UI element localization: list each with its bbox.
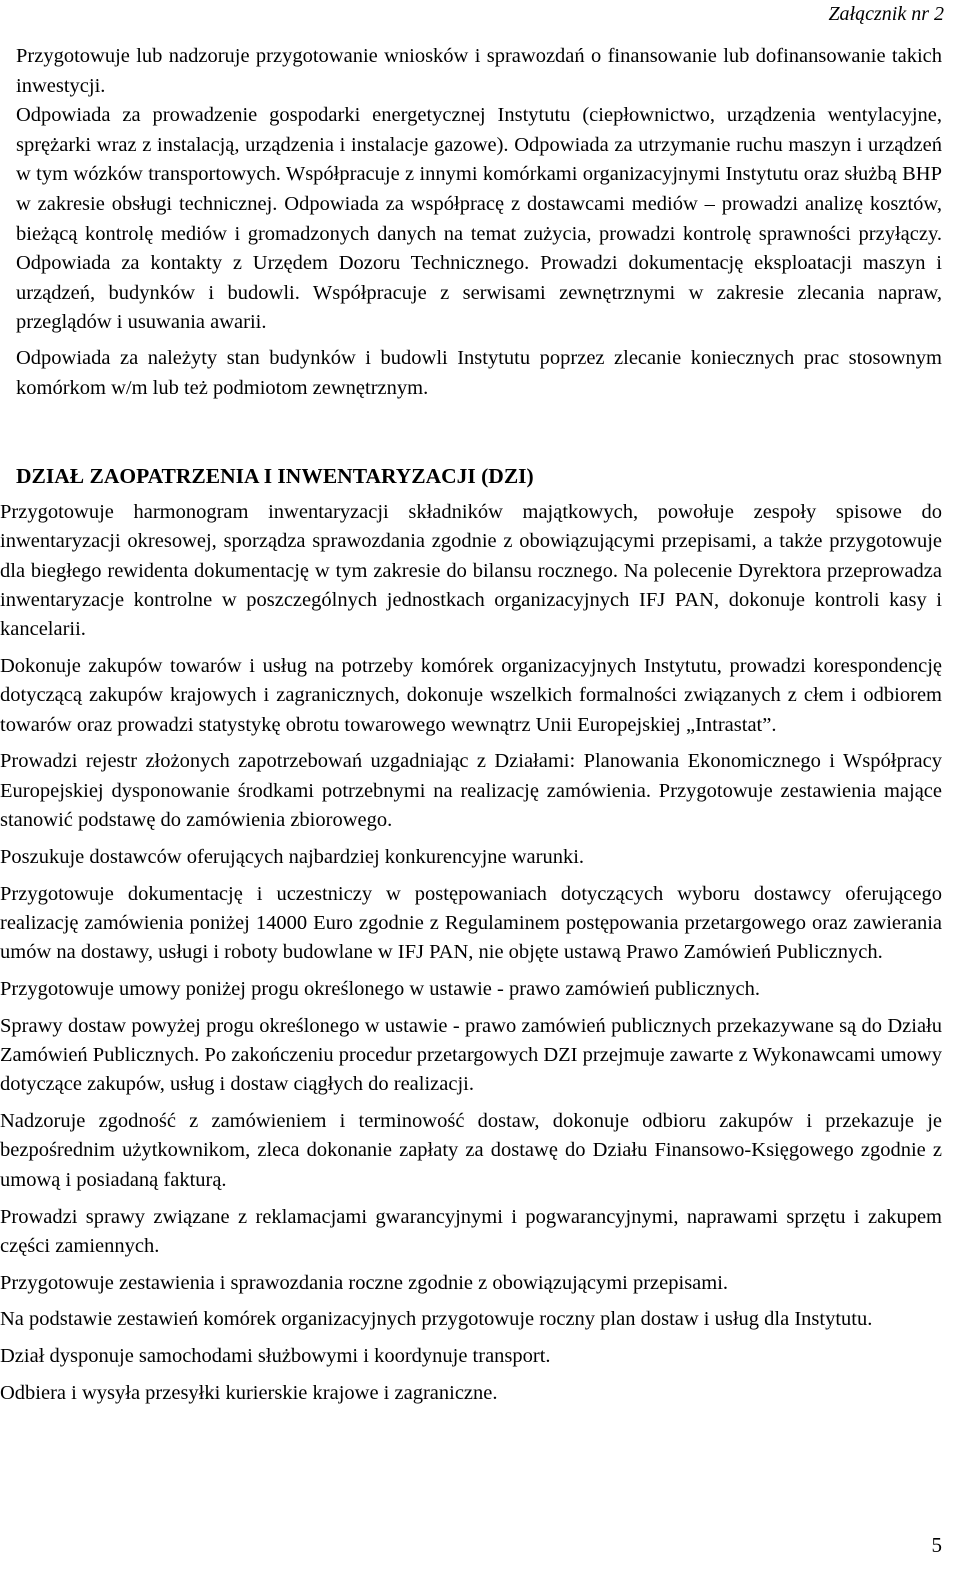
section-paragraph-12: Dział dysponuje samochodami służbowymi i koordynuje transport.: [0, 1345, 551, 1368]
section-paragraph-10: Przygotowuje zestawienia i sprawozdania roczne zgodnie z obowiązującymi przepisami.: [0, 1271, 729, 1294]
section-paragraph-4: Poszukuje dostawców oferujących najbardziej konkurencyjne warunki.: [0, 845, 585, 868]
attachment-label: Załącznik nr 2: [828, 3, 944, 25]
section-paragraph-8: Nadzoruje zgodność z zamówieniem i terminowość dostaw, dokonuje odbioru zakupów i przekazuje je bezpośrednim użytkownikom, zleca dokonanie zapłaty za dostawę do Działu Finansowo-Księgowego zgodnie z umową i posiadaną fakturą.: [0, 1110, 942, 1191]
section-paragraph-5: Przygotowuje dokumentację i uczestniczy w postępowaniach dotyczących wyboru dostawcy oferującego realizację zamówienia poniżej 14000 Euro zgodnie z Regulaminem postępowania przetargowego oraz zawierania umów na dostawy, usługi i roboty budowlane w IFJ PAN, nie objęte ustawą Prawo Zamówień Publicznych.: [0, 882, 942, 964]
page-number: 5: [931, 1533, 942, 1557]
intro-block: [16, 42, 942, 403]
intro-paragraph-1: Przygotowuje lub nadzoruje przygotowanie wniosków i sprawozdań o finansowanie lub dofinansowanie takich inwestycji.: [16, 45, 942, 97]
section-paragraph-7: Sprawy dostaw powyżej progu określonego w ustawie - prawo zamówień publicznych przekazywane są do Działu Zamówień Publicznych. Po zakończeniu procedur przetargowych DZI przejmuje zawarte z Wykonawcami umowy dotyczące zakupów, usług i dostaw ciągłych do realizacji.: [0, 1014, 942, 1096]
section-paragraph-3: Prowadzi rejestr złożonych zapotrzebowań uzgadniając z Działami: Planowania Ekonomicznego i Współpracy Europejskiej dysponowanie środkami potrzebnymi na realizację zamówienia. Przygotowuje zestawienia mające stanowić podstawę do zamówienia zbiorowego.: [0, 750, 942, 831]
intro-paragraph-3: Odpowiada za należyty stan budynków i budowli Instytutu poprzez zlecanie koniecznych prac stosownym komórkom w/m lub też podmiotom zewnętrznym.: [16, 346, 942, 399]
section-paragraph-9: Prowadzi sprawy związane z reklamacjami gwarancyjnymi i pogwarancyjnymi, naprawami sprzętu i zakupem części zamiennych.: [0, 1205, 942, 1257]
section-title: DZIAŁ ZAOPATRZENIA I INWENTARYZACJI (DZI): [16, 464, 534, 488]
section-paragraph-6: Przygotowuje umowy poniżej progu określonego w ustawie - prawo zamówień publicznych.: [0, 977, 761, 1000]
section-paragraph-1: Przygotowuje harmonogram inwentaryzacji składników majątkowych, powołuje zespoły spisowe do inwentaryzacji okresowej, sporządza sprawozdania zgodnie z obowiązującymi przepisami, a także przygotowuje dla biegłego rewidenta dokumentację w tym zakresie do bilansu rocznego. Na polecenie Dyrektora przeprowadza inwentaryzacje kontrolne w poszczególnych jednostkach organizacyjnych IFJ PAN, dokonuje kontroli kasy i kancelarii.: [0, 501, 942, 641]
intro-paragraph-2: Odpowiada za prowadzenie gospodarki energetycznej Instytutu (ciepłownictwo, urządzenia wentylacyjne, sprężarki wraz z instalacją, urządzenia i instalacje gazowe). Odpowiada za utrzymanie ruchu maszyn i urządzeń w tym wózków transportowych. Współpracuje z innymi komórkami organizacyjnymi Instytutu oraz służbą BHP w zakresie obsługi technicznej. Odpowiada za współpracę z dostawcami mediów – prowadzi analizę kosztów, bieżącą kontrolę mediów i gromadzonych danych na temat zużycia, prowadzi kontrolę sprawności przyłączy. Odpowiada za kontakty z Urzędem Dozoru Technicznego. Prowadzi dokumentację eksploatacji maszyn i urządzeń, budynków i budowli. Współpracuje z serwisami zewnętrznymi w zakresie zlecania napraw, przeglądów i usuwania awarii.: [16, 104, 942, 334]
section-paragraph-11: Na podstawie zestawień komórek organizacyjnych przygotowuje roczny plan dostaw i usług dla Instytutu.: [0, 1308, 873, 1331]
section-body: [0, 498, 942, 1416]
section-paragraph-2: Dokonuje zakupów towarów i usług na potrzeby komórek organizacyjnych Instytutu, prowadzi korespondencję dotyczącą zakupów krajowych i zagranicznych, dokonuje wszelkich formalności związanych z cłem i odbiorem towarów oraz prowadzi statystykę obrotu towarowego wewnątrz Unii Europejskiej „Intrastat”.: [0, 654, 942, 736]
section-paragraph-13: Odbiera i wysyła przesyłki kurierskie krajowe i zagraniczne.: [0, 1382, 498, 1405]
